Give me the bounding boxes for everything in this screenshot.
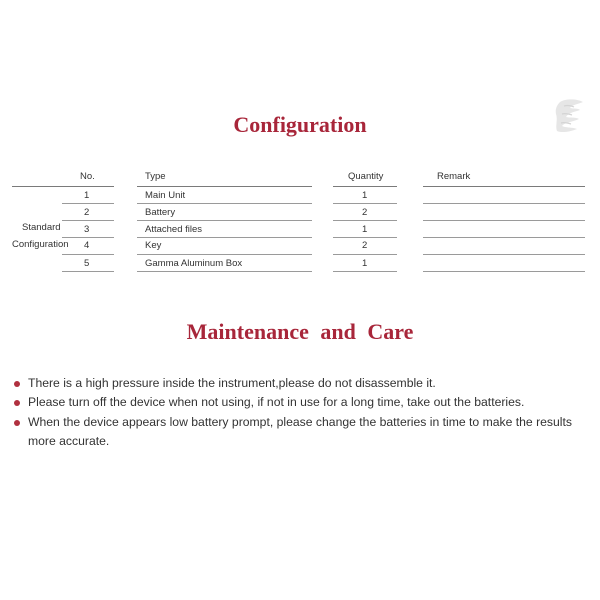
row-rule-no <box>62 254 114 255</box>
row-rule-no <box>62 271 114 272</box>
row-2-type: Battery <box>145 207 176 218</box>
group-label-line2: Configuration <box>12 239 69 250</box>
header-rule-quantity <box>333 186 397 187</box>
list-item <box>13 413 588 452</box>
row-rule-type <box>137 254 312 255</box>
row-3-type: Attached files <box>145 224 203 235</box>
header-rule-no <box>12 186 114 187</box>
header-rule-type <box>137 186 312 187</box>
row-3-quantity: 1 <box>362 224 368 235</box>
row-4-no: 4 <box>84 240 90 251</box>
row-rule-remark <box>423 237 585 238</box>
bullet-dot-icon <box>14 381 20 387</box>
bullet-dot-icon <box>14 420 20 426</box>
row-4-type: Key <box>145 240 162 251</box>
row-rule-quantity <box>333 254 397 255</box>
row-rule-remark <box>423 254 585 255</box>
row-1-quantity: 1 <box>362 190 368 201</box>
maintenance-list <box>13 374 588 452</box>
row-rule-type <box>137 237 312 238</box>
row-3-no: 3 <box>84 224 90 235</box>
row-1-type: Main Unit <box>145 190 186 201</box>
row-rule-type <box>137 271 312 272</box>
row-rule-no <box>62 220 114 221</box>
row-rule-no <box>62 203 114 204</box>
row-2-no: 2 <box>84 207 90 218</box>
row-rule-no <box>62 237 114 238</box>
list-item-text: When the device appears low battery prompt, please change the batteries in time to make the results more accurate. <box>28 414 572 449</box>
bullet-dot-icon <box>14 400 20 406</box>
row-rule-remark <box>423 271 585 272</box>
row-rule-type <box>137 203 312 204</box>
list-item-text: Please turn off the device when not using, if not in use for a long time, take out the batteries. <box>28 395 525 410</box>
row-5-quantity: 1 <box>362 258 368 269</box>
row-rule-remark <box>423 203 585 204</box>
list-item <box>13 374 588 393</box>
column-header-remark: Remark <box>437 171 471 182</box>
row-2-quantity: 2 <box>362 207 368 218</box>
maintenance-title: Maintenance and Care <box>186 319 414 344</box>
column-header-type: Type <box>145 171 166 182</box>
column-header-quantity: Quantity <box>348 171 384 182</box>
configuration-title: Configuration <box>233 112 367 137</box>
row-rule-remark <box>423 220 585 221</box>
group-label-line1: Standard <box>22 222 61 233</box>
list-item <box>13 393 588 412</box>
list-item-text: There is a high pressure inside the instrument,please do not disassemble it. <box>28 376 436 390</box>
column-header-no: No. <box>80 171 95 182</box>
row-rule-quantity <box>333 237 397 238</box>
row-rule-quantity <box>333 271 397 272</box>
row-4-quantity: 2 <box>362 240 368 251</box>
row-rule-quantity <box>333 203 397 204</box>
row-rule-type <box>137 220 312 221</box>
row-rule-quantity <box>333 220 397 221</box>
row-5-no: 5 <box>84 258 90 269</box>
row-1-no: 1 <box>84 190 90 201</box>
row-5-type: Gamma Aluminum Box <box>145 258 243 269</box>
header-rule-remark <box>423 186 585 187</box>
